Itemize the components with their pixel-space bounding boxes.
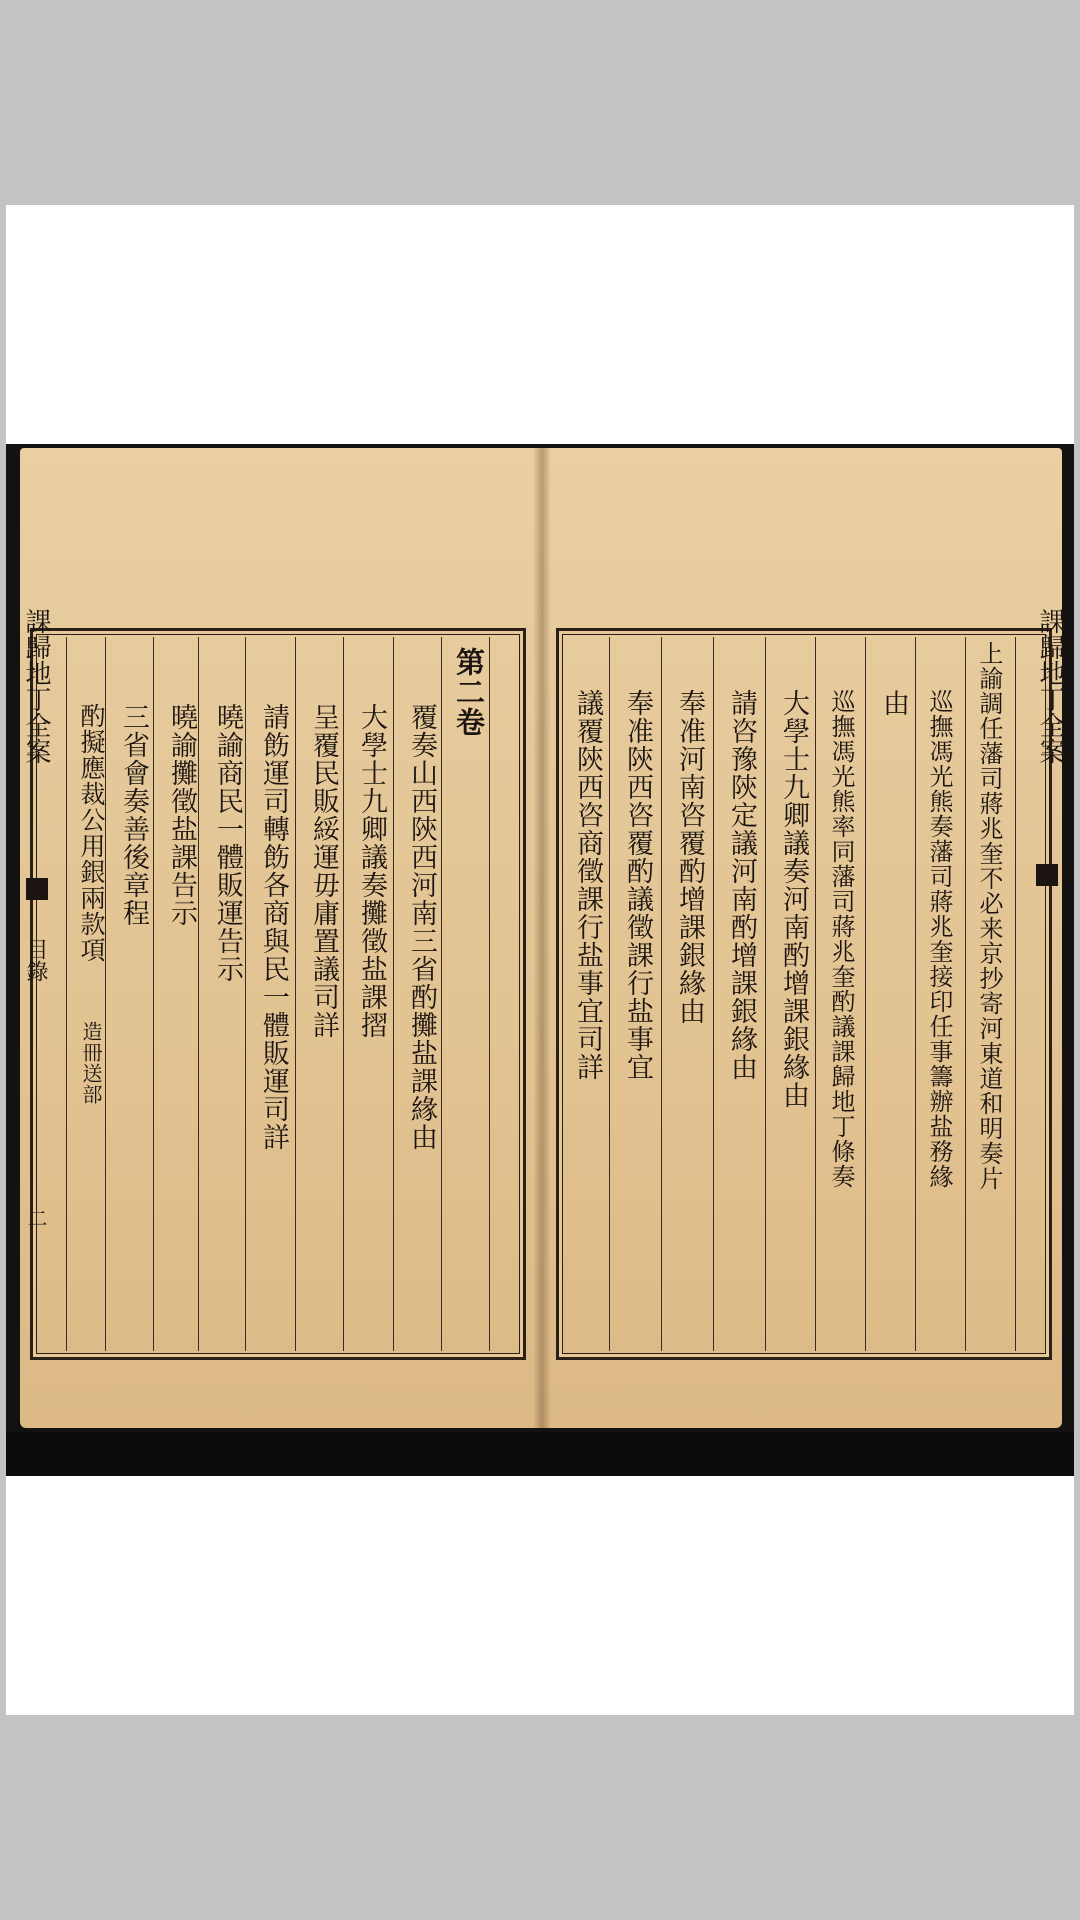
spine-leaf-number: 二 — [24, 1208, 48, 1228]
spine-title: 課歸地丁全案 — [21, 608, 51, 764]
column-rule — [441, 637, 442, 1351]
column-rule — [489, 637, 490, 1351]
toc-entry: 請咨豫陝定議河南酌增課銀緣由 — [726, 689, 757, 1081]
column-rule — [815, 637, 816, 1351]
column-rule — [661, 637, 662, 1351]
column-rule — [915, 637, 916, 1351]
toc-entry: 請飭運司轉飭各商與民一體販運司詳 — [258, 703, 289, 1151]
juan-heading: 第二卷 — [452, 647, 486, 737]
column-rule — [295, 637, 296, 1351]
column-rule — [393, 637, 394, 1351]
column-rule — [245, 637, 246, 1351]
spine-section: 目錄 — [23, 938, 48, 982]
toc-entry: 上諭調任藩司蔣兆奎不必来京抄寄河東道和明奏片 — [975, 641, 1003, 1191]
toc-entry: 曉諭攤徵盐課告示 — [166, 703, 197, 927]
fishtail-mark — [26, 878, 48, 900]
fishtail-mark — [1036, 864, 1058, 886]
toc-entry: 奉准陝西咨覆酌議徵課行盐事宜 — [622, 689, 653, 1081]
toc-entry: 由 — [878, 689, 909, 717]
toc-entry: 巡撫馮光熊奏藩司蔣兆奎接印任事籌辦盐務緣 — [925, 689, 953, 1189]
column-rule — [1015, 637, 1016, 1351]
column-rule — [343, 637, 344, 1351]
toc-entry: 三省會奏善後章程 — [118, 703, 149, 927]
column-rule — [713, 637, 714, 1351]
column-rule — [765, 637, 766, 1351]
toc-entry: 議覆陝西咨商徵課行盐事宜司詳 — [572, 689, 603, 1081]
right-page-frame — [556, 628, 1052, 1360]
column-rule — [66, 637, 67, 1351]
scan-shadow — [6, 1432, 1074, 1476]
toc-entry-note: 造冊送部 — [79, 1021, 103, 1105]
right-page — [542, 448, 1065, 1428]
toc-entry: 覆奏山西陝西河南三省酌攤盐課緣由 — [406, 703, 437, 1151]
toc-entry: 呈覆民販綏運毋庸置議司詳 — [308, 703, 339, 1039]
left-page-frame — [30, 628, 526, 1360]
column-rule — [965, 637, 966, 1351]
toc-entry: 曉諭商民一體販運告示 — [212, 703, 243, 983]
toc-entry: 酌擬應裁公用銀兩款項 — [77, 703, 106, 963]
scanned-book-spread — [6, 444, 1074, 1476]
spine-title: 課歸地丁全案 — [1035, 608, 1065, 764]
left-page — [20, 448, 542, 1428]
book-gutter — [534, 448, 550, 1428]
toc-entry: 大學士九卿議奏攤徵盐課摺 — [356, 703, 387, 1039]
column-rule — [609, 637, 610, 1351]
toc-entry: 大學士九卿議奏河南酌增課銀緣由 — [778, 689, 809, 1109]
column-rule — [865, 637, 866, 1351]
toc-entry: 巡撫馮光熊率同藩司蔣兆奎酌議課歸地丁條奏 — [827, 689, 855, 1189]
column-rule — [153, 637, 154, 1351]
toc-entry: 奉准河南咨覆酌增課銀緣由 — [674, 689, 705, 1025]
